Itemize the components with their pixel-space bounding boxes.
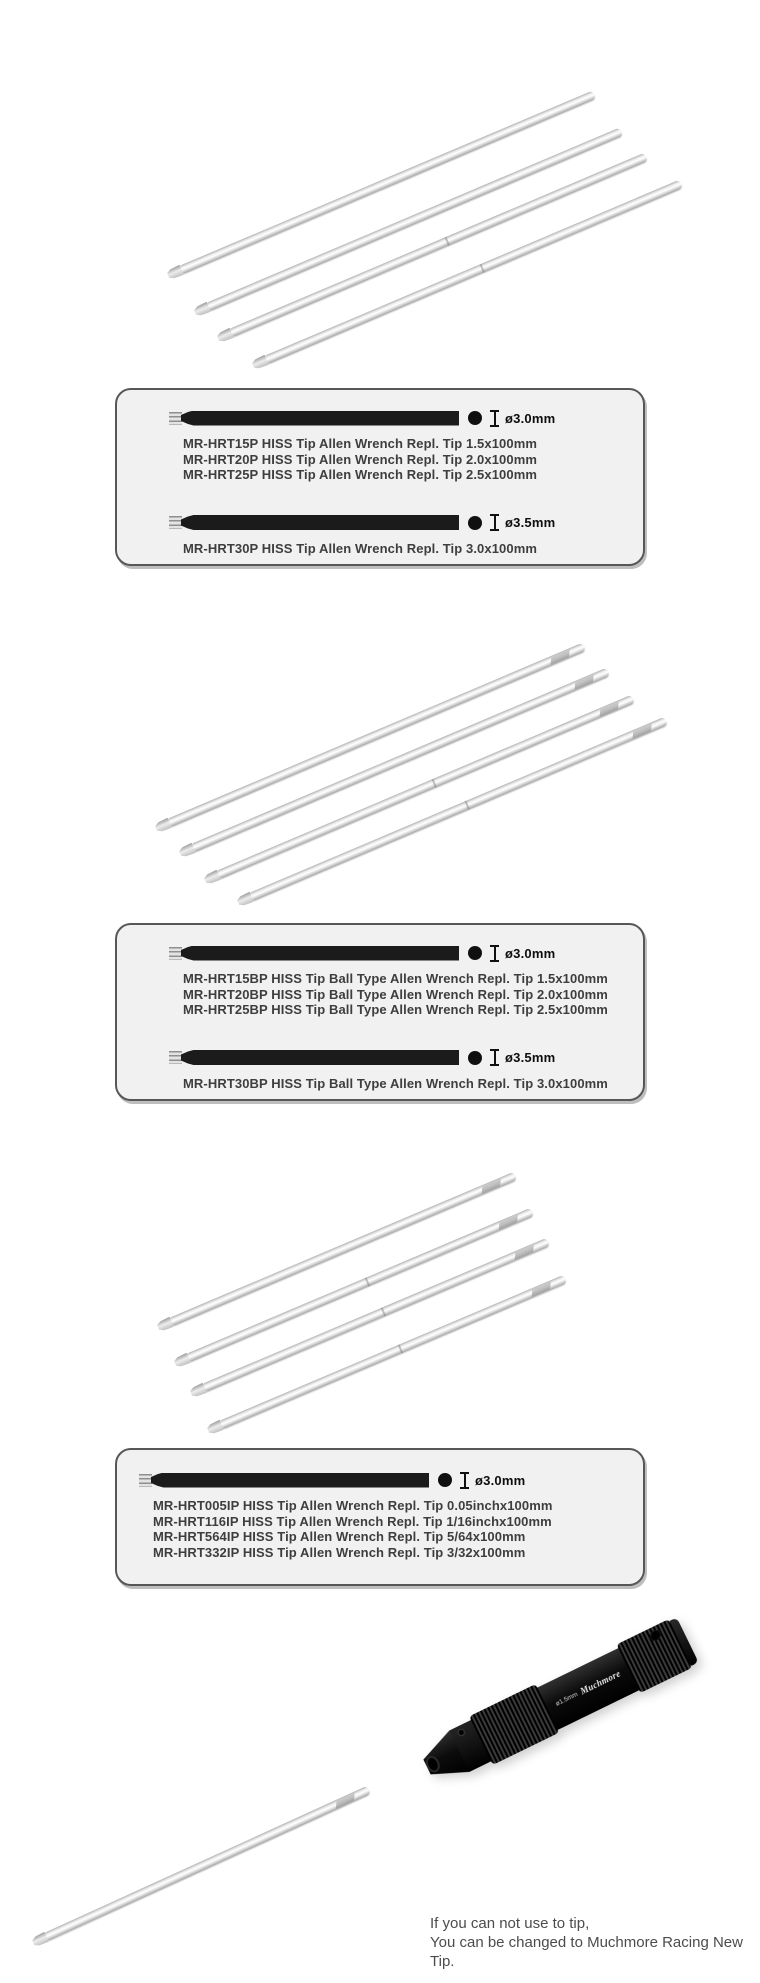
shaft-bar-graphic xyxy=(181,1050,459,1065)
tip-diagram xyxy=(169,1048,635,1068)
product-line: MR-HRT15BP HISS Tip Ball Type Allen Wrench Repl. Tip 1.5x100mm xyxy=(183,971,608,986)
hex-tip-graphic xyxy=(169,412,182,425)
wrench-rod xyxy=(185,1208,534,1363)
wrench-rod xyxy=(190,668,610,853)
product-line: MR-HRT25BP HISS Tip Ball Type Allen Wrench Repl. Tip 2.5x100mm xyxy=(183,1002,608,1017)
diameter-dot-icon xyxy=(468,1051,482,1065)
shaft-bar-graphic xyxy=(181,411,459,426)
hex-tip-graphic xyxy=(169,516,182,529)
tip-diagram xyxy=(169,408,635,428)
product-line: MR-HRT30BP HISS Tip Ball Type Allen Wrench Repl. Tip 3.0x100mm xyxy=(183,1075,608,1091)
diameter-label: ø3.0mm xyxy=(505,945,556,961)
hex-tip xyxy=(178,843,196,859)
diameter-dot-icon xyxy=(468,946,482,960)
hex-tip xyxy=(189,1383,207,1399)
product-info-box-ball-type xyxy=(115,923,645,1101)
photo-allen-tips-metric xyxy=(130,61,610,366)
replacement-tip-rod xyxy=(43,1786,371,1942)
product-info-box-metric xyxy=(115,388,645,566)
product-line: MR-HRT005IP HISS Tip Allen Wrench Repl. Tip 0.05inchx100mm xyxy=(153,1498,553,1513)
wrench-rod xyxy=(228,153,648,338)
shaft-step xyxy=(465,801,470,810)
hex-tip xyxy=(156,1317,174,1333)
wrench-rod xyxy=(205,128,623,312)
hex-tip-graphic xyxy=(139,1474,152,1487)
diameter-label: ø3.5mm xyxy=(505,515,556,530)
hex-tip xyxy=(31,1932,49,1948)
milled-notch xyxy=(515,1244,534,1260)
milled-notch xyxy=(499,1214,518,1230)
product-line: MR-HRT15P HISS Tip Allen Wrench Repl. Tip 1.5x100mm xyxy=(183,436,538,451)
product-line: MR-HRT20BP HISS Tip Ball Type Allen Wrench Repl. Tip 2.0x100mm xyxy=(183,986,608,1002)
photo-allen-tips-inch xyxy=(150,1161,590,1436)
milled-notch xyxy=(633,723,652,739)
diameter-label: ø3.0mm xyxy=(505,410,556,426)
diameter-measure-icon xyxy=(490,1049,499,1066)
hex-tip xyxy=(206,1420,224,1436)
hex-tip-graphic xyxy=(169,1051,182,1064)
diameter-label: ø3.0mm xyxy=(475,1472,526,1488)
hang-hole xyxy=(649,1629,662,1642)
tip-diagram xyxy=(169,513,635,533)
photo-allen-tips-ball-type xyxy=(135,626,680,921)
tip-socket-hole xyxy=(426,1756,440,1772)
milled-notch xyxy=(532,1281,551,1297)
caption-line-2: You can be changed to Muchmore Racing New Tip. xyxy=(430,1934,743,1970)
hex-tip xyxy=(251,355,269,371)
milled-notch xyxy=(336,1793,355,1809)
bottom-caption xyxy=(430,1914,760,1971)
shaft-bar-graphic xyxy=(181,515,459,530)
hex-tip xyxy=(193,302,211,318)
diameter-label: ø3.5mm xyxy=(505,1050,556,1065)
shaft-bar-graphic xyxy=(181,946,459,961)
product-info-box-inch xyxy=(115,1448,645,1586)
diameter-dot-icon xyxy=(438,1473,452,1487)
shaft-bar-graphic xyxy=(151,1473,429,1488)
diameter-measure-icon xyxy=(490,945,499,962)
set-screw-hole xyxy=(456,1727,467,1738)
product-line: MR-HRT20P HISS Tip Allen Wrench Repl. Tip 2.0x100mm xyxy=(183,451,538,467)
hex-tip xyxy=(166,265,184,281)
handle-diameter-label: ø1.5mm xyxy=(554,1690,579,1708)
wrench-rod xyxy=(248,717,668,902)
product-line: MR-HRT116IP HISS Tip Allen Wrench Repl. Tip 1/16inchx100mm xyxy=(153,1513,552,1529)
shaft-step xyxy=(398,1344,403,1353)
hex-tip xyxy=(154,818,172,834)
wrench-rod xyxy=(218,1275,567,1430)
shaft-step xyxy=(480,264,485,273)
hex-tip-graphic xyxy=(169,947,182,960)
tip-diagram xyxy=(169,943,635,963)
caption-line-1: If you can not use to tip, xyxy=(430,1915,590,1932)
shaft-step xyxy=(432,779,437,788)
product-line: MR-HRT30P HISS Tip Allen Wrench Repl. Tip 3.0x100mm xyxy=(183,540,538,556)
diameter-dot-icon xyxy=(468,516,482,530)
product-line: MR-HRT25P HISS Tip Allen Wrench Repl. Tip 2.5x100mm xyxy=(183,467,538,482)
hex-tip xyxy=(203,870,221,886)
milled-notch xyxy=(575,674,594,690)
tip-diagram xyxy=(139,1470,635,1490)
diameter-dot-icon xyxy=(468,411,482,425)
milled-notch xyxy=(482,1178,501,1194)
hex-tip xyxy=(236,892,254,908)
diameter-measure-icon xyxy=(490,410,499,427)
product-line: MR-HRT332IP HISS Tip Allen Wrench Repl. Tip 3/32x100mm xyxy=(153,1544,526,1560)
wrench-rod xyxy=(166,643,586,828)
hex-tip xyxy=(173,1353,191,1369)
hex-tip xyxy=(216,328,234,344)
product-line: MR-HRT564IP HISS Tip Allen Wrench Repl. Tip 5/64x100mm xyxy=(153,1529,526,1544)
wrench-rod xyxy=(168,1172,517,1327)
diameter-measure-icon xyxy=(490,514,499,531)
shaft-step xyxy=(365,1277,370,1286)
milled-notch xyxy=(551,649,570,665)
wrench-rod xyxy=(215,695,635,880)
handle-brand-logo: Muchmore xyxy=(578,1668,623,1697)
shaft-step xyxy=(381,1307,386,1316)
tool-handle xyxy=(415,1616,699,1792)
diameter-measure-icon xyxy=(460,1472,469,1489)
shaft-step xyxy=(445,237,450,246)
wrench-rod xyxy=(201,1238,550,1393)
milled-notch xyxy=(600,701,619,717)
